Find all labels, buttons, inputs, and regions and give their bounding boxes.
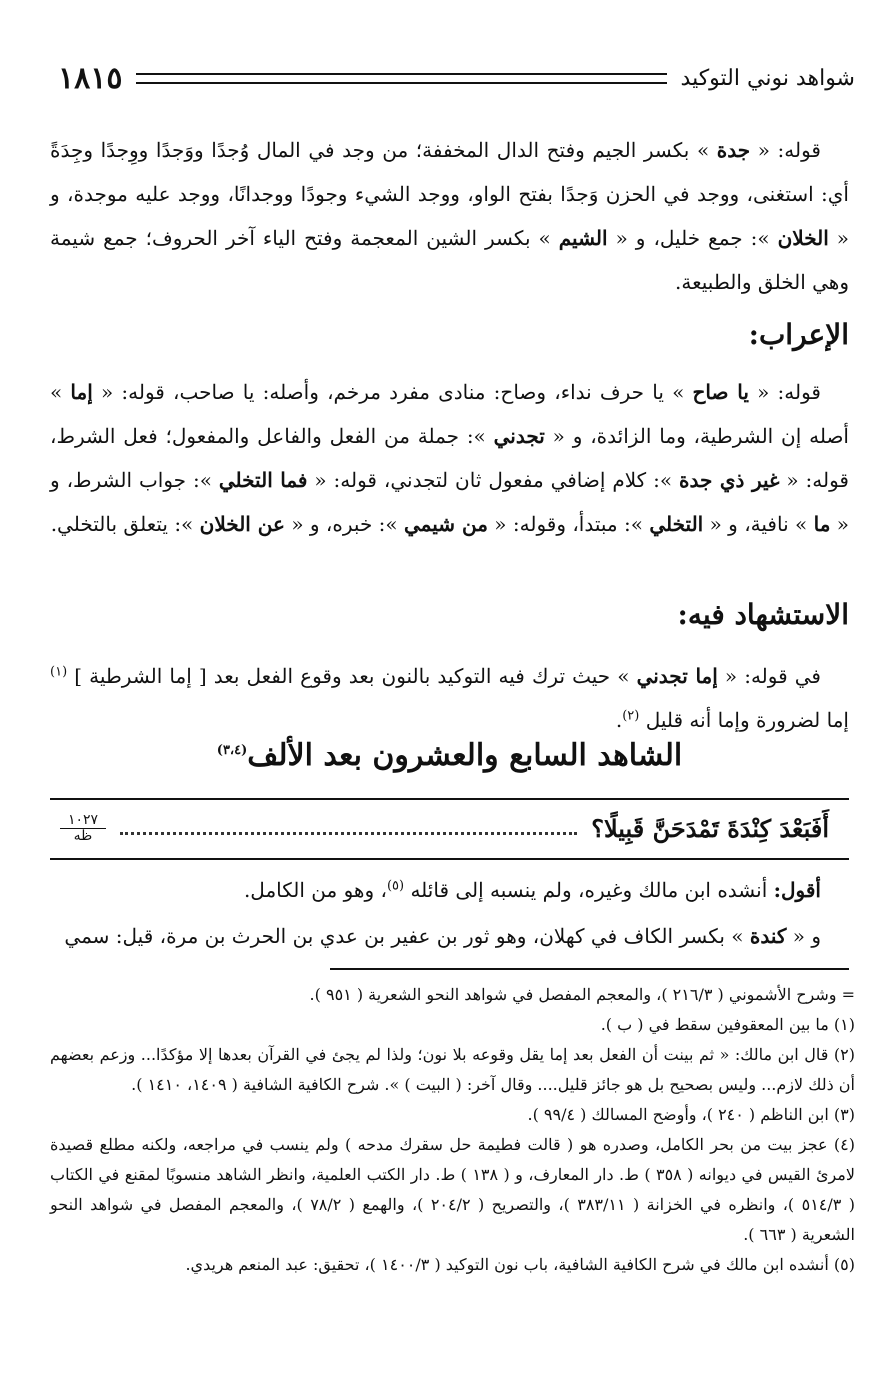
page-number: ١٨١٥ [58,60,123,96]
header-double-rule [136,73,666,84]
footnote-ref-1: (١) [50,664,68,680]
paragraph-aqul: أقول: أنشده ابن مالك وغيره، ولم ينسبه إلى قائله $^{(٥)}$، وهو من الكامل. [243,878,821,902]
footnote-continued: = وشرح الأشموني ( ٢١٦/٣ )، والمعجم المفصل في شواهد النحو الشعرية ( ٩٥١ ). [309,985,855,1004]
paragraph-irab: قوله: « يا صاح » يا حرف نداء، وصاح: منادى مفرد مرخم، وأصله: يا صاحب، قوله: « إما » أصله إن الشرطية، وما الزائدة، و « تجدني »: جملة من الفعل والفاعل والمفعول؛ فعل الشرط، قوله: « غير ذي جدة »: كلام إضافي مفعول ثان لتجدني، قوله: « فما التخلي »: جواب الشرط، و « ما » نافية، و « التخلي »: مبتدأ، وقوله: « من شيمي »: خبره، و « عن الخلان »: يتعلق بالتخلي. [50,380,849,536]
verse-text: أَفَبَعْدَ كِنْدَةَ تَمْدَحَنَّ قَبِيلًا؟ [591,813,829,843]
verse-rule-top [50,798,849,800]
footnote-ref-2: (٢) [622,708,640,724]
paragraph-istishhad: في قوله: « إما تجدني » حيث ترك فيه التوكيد بالنون بعد وقوع الفعل بعد [ إما الشرطية ] $^{(١)}$ إما لضرورة وإما أنه قليل $^{(٢)}$. [50,664,849,732]
heading-irab: الإعراب: [748,318,849,351]
verse-number: ١٠٢٧ ظه [60,813,106,844]
witness-title: الشاهد السابع والعشرون بعد الألف$^{(٣،٤)}$ [216,738,683,773]
footnote-2: (٢) قال ابن مالك: « ثم بينت أن الفعل بعد إما يقل وقوعه بلا نون؛ ولذا لم يجئ في القرآن بعدها إلا مؤكدًا... وزعم بعضهم أن ذلك لازم... وليس بصحيح بل هو جائز قليل.... وقال آخر: ( البيت ) ». شرح الكافية الشافية ( ١٤٠٩، ١٤١٠ ). [50,1045,855,1094]
heading-istishhad: الاستشهاد فيه: [677,598,849,631]
footnote-4: (٤) عجز بيت من بحر الكامل، وصدره هو ( قالت فطيمة حل سقرك مدحه ) ولم ينسب في مراجعه، ولكنه مطلع قصيدة لامرئ القيس في ديوانه ( ٣٥٨ ) ط. دار المعارف، و ( ١٣٨ ) ط. دار الكتب العلمية، وانظر الشاهد منسوبًا لمقنع في الكتاب ( ٥١٤/٣ )، وانظره في الخزانة ( ٣٨٣/١١ )، والتصريح ( ٢٠٤/٢ )، والهمع ( ٧٨/٢ )، والمعجم المفصل في شواهد النحو الشعرية ( ٦٦٣ ). [50,1135,856,1244]
footnote-1: (١) ما بين المعقوفين سقط في ( ب ). [600,1015,855,1034]
running-title: شواهد نوني التوكيد [680,65,855,91]
paragraph-vocabulary: قوله: « جدة » بكسر الجيم وفتح الدال المخففة؛ من وجد في المال وُجدًا ووَجدًا ووِجدًا وجِدَةً أي: استغنى، ووجد في الحزن وَجدًا بفتح الواو، ووجد الشيء وجودًا ووجدانًا، ووجد عليه موجدة، و « الخلان »: جمع خليل، و « الشيم » بكسر الشين المعجمة وفتح الياء آخر الحروف؛ جمع شيمة وهي الخلق والطبيعة. [50,138,849,294]
paragraph-kinda: و « كندة » بكسر الكاف في كهلان، وهو ثور بن عفير بن عدي بن الحرث بن مرة، قيل: سمي [64,924,821,948]
verse-dots [120,822,577,835]
footnote-ref-3-4: (٣،٤) [216,743,248,758]
footnote-5: (٥) أنشده ابن مالك في شرح الكافية الشافية، باب نون التوكيد ( ١٤٠٠/٣ )، تحقيق: عبد المنعم هريدي. [185,1255,855,1274]
verse-rule-bottom [50,858,849,860]
verse-box [50,806,849,850]
footnotes [50,980,855,1280]
footnote-rule [330,968,849,970]
footnote-ref-5: (٥) [386,878,405,894]
footnote-3: (٣) ابن الناظم ( ٢٤٠ )، وأوضح المسالك ( ٩٩/٤ ). [527,1105,855,1124]
page-header [58,58,855,98]
